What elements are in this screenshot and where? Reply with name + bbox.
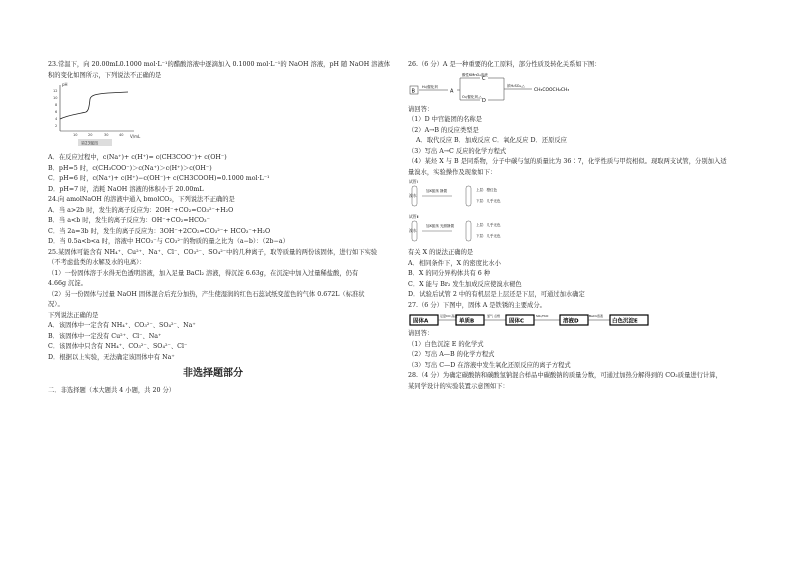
q27-sub2: （2）写出 A—B 的化学方程式: [408, 351, 495, 358]
q23-stem-line1: 23.常温下，向 20.00mL0.1000 mol·L⁻¹的醋酸溶液中逐滴加入 0.1000 mol·L⁻¹的 NaOH 溶液，pH 随 NaOH 溶液体: [48, 61, 391, 68]
section-subtitle: 二．非选择题（本大题共 4 小题，共 20 分）: [48, 386, 176, 394]
q26-option-d: D．试验后试管 2 中的有机层是上层还是下层，可通过加水确定: [408, 291, 585, 298]
q25-exp1-line2: 4.66g 沉淀。: [48, 280, 87, 287]
x-axis-label: V/mL: [130, 134, 141, 139]
node-a: A: [450, 88, 454, 94]
y-tick: 10: [53, 96, 58, 100]
flow-box-a: 固体A: [413, 318, 429, 325]
tube2-label: 试管Ⅱ: [409, 214, 419, 219]
q26-option-c: C．X 能与 Br₂ 发生加成反应使溴水褪色: [408, 280, 522, 288]
tube1-bottom: 下层：几乎无色: [476, 199, 501, 203]
node-b: B: [411, 88, 415, 94]
flow-box-e: 白色沉淀E: [612, 318, 638, 325]
product-ester: CH₃COOCH₂CH₃: [534, 87, 570, 93]
q25-question: 下列说法正确的是: [48, 311, 99, 319]
q26-sub4-line1: （4）某烃 X 与 B 是同系物，分子中碳与氢的质量比为 36∶7，化学性质与甲烷相似。现取两支试管，分别加入适: [408, 158, 727, 165]
tube1-liquid: 溴水: [409, 193, 417, 198]
q25-exp2-line1: （2）另一份固体与过量 NaOH 固体混合后充分加热，产生使湿润的红色石蕊试纸变蓝色的气体 0.672L（标准状: [48, 290, 365, 298]
y-tick: 8: [55, 103, 58, 107]
x-tick: 40: [119, 133, 124, 137]
q24-option-b: B．当 a<b 时，发生的离子反应为：OH⁻+CO₂=HCO₃⁻: [48, 217, 210, 224]
q26-sub1: （1）D 中官能团的名称是: [408, 116, 483, 123]
q23-option-b: B．pH=5 时，c(CH₃COO⁻)＞c(Na⁺)＞c(H⁺)＞c(OH⁻): [48, 164, 212, 172]
q25-option-c: C．该固体中只含有 NH₄⁺、CO₃²⁻、SO₄²⁻、Cl⁻: [48, 343, 188, 350]
tube1-label: 试管Ⅰ: [409, 179, 418, 184]
y-tick: 12: [53, 89, 58, 93]
q26-sub2: （2）A→B 的反应类型是: [408, 126, 479, 134]
right-column: [408, 60, 753, 392]
q25-exp2-line2: 况）。: [48, 301, 64, 308]
q27-flow-diagram: [408, 311, 753, 329]
q28-line1: 28.（4 分）为确定碳酸钠和碳酸氢钠混合样品中碳酸钠的质量分数，可通过加热分解得到的 CO₂质量进行计算，: [408, 372, 722, 379]
y-tick: 4: [55, 117, 58, 121]
flow-arrow1: 足量CO 高温: [440, 314, 458, 318]
left-column: [48, 60, 391, 396]
q25-stem-line2: （不考虑盐类的水解及水的电离）：: [48, 259, 146, 266]
q26-conversion-diagram: [408, 71, 753, 105]
node-c: C: [482, 75, 486, 82]
q25-option-b: B．该固体中一定没有 Cu²⁺、Cl⁻、Na⁺: [48, 332, 162, 340]
tube2-top: 上层：几乎无色: [476, 223, 501, 227]
flow-arrow3: SO₂/H₂O: [536, 314, 549, 318]
q23-titration-figure: [48, 81, 378, 147]
q24-stem: 24.向 amolNaOH 的溶液中通入 bmolCO₂，下列说法不正确的是: [48, 196, 235, 203]
y-axis-label: pH: [62, 82, 68, 87]
figure-caption: 第23题图: [81, 140, 99, 146]
q23-option-a: A．在反应过程中，c(Na⁺)+ c(H⁺)= c(CH3COO⁻)+ c(OH⁻): [48, 154, 227, 161]
x-tick: 20: [88, 133, 93, 137]
y-tick: 6: [55, 110, 58, 114]
flow-arrow4: BaCl₂溶液: [589, 314, 604, 318]
q24-option-d: D．当 0.5a<b<a 时，溶液中 HCO₃⁻与 CO₃²⁻的物质的量之比为（a−b）：（2b−a）: [48, 238, 289, 245]
y-tick: 2: [55, 124, 58, 128]
q23-stem-line2: 积的变化如图所示，下列说法不正确的是: [48, 71, 162, 79]
q26-sub3: （3）写出 A→C 反应的化学方程式: [408, 147, 507, 155]
x-tick: 30: [104, 133, 109, 137]
arrow-h2-label: H₂/催化剂: [422, 84, 438, 89]
q27-ask: 请回答：: [408, 330, 434, 337]
q26-tube-experiment: [408, 178, 753, 248]
right-arrow-label: 浓H₂SO₄,△: [507, 83, 525, 88]
titration-curve: [60, 92, 128, 119]
q24-option-a: A．当 a>2b 时，发生的离子反应为：2OH⁻+CO₂=CO₃²⁻+H₂O: [48, 206, 234, 214]
q26-ask: 请回答：: [408, 105, 434, 113]
tube2-step: 加X振荡 光照静置: [426, 224, 455, 228]
q26-sub4-line2: 量溴水，实验操作及现象如下：: [408, 168, 497, 176]
q24-option-c: C．当 2a=3b 时，发生的离子反应为：3OH⁻+2CO₂=CO₃²⁻+ HCO₃⁻+H₂O: [48, 227, 271, 235]
q26-sub2-options: A．取代反应 B．加成反应 C．氧化反应 D．还原反应: [416, 137, 567, 144]
lower-arrow-label: O₂/催化剂,△: [462, 94, 482, 99]
q27-sub1: （1）白色沉淀 E 的化学式: [408, 340, 484, 348]
x-tick: 10: [73, 133, 78, 137]
flow-box-c: 固体C: [509, 318, 525, 325]
q25-exp1-line1: （1）一份固体溶于水得无色透明溶液，加入足量 BaCl₂ 溶液，得沉淀 6.63g，在沉淀中加入过量稀盐酸，仍有: [48, 269, 359, 277]
q25-option-d: D．根据以上实验，无法确定该固体中有 Na⁺: [48, 353, 175, 361]
q23-option-c: C．pH=6 时，c(Na⁺)+ c(H⁺)−c(OH⁻)+ c(CH3COOH)=0.1000 mol·L⁻¹: [48, 175, 270, 182]
tube1-top: 上层：橙红色: [476, 188, 497, 192]
q26-about-x: 有关 X 的说法正确的是: [408, 249, 474, 256]
tube2-bottom: 下层：几乎无色: [476, 234, 501, 238]
q26-option-b: B．X 的同分异构体共有 6 种: [408, 270, 491, 277]
node-d: D: [482, 97, 486, 104]
q27-sub3: （3）写出 C—D 在溶液中发生氧化还原反应的离子方程式: [408, 361, 571, 369]
flow-box-b: 单质B: [459, 318, 475, 325]
q25-option-a: A．该固体中一定含有 NH₄⁺、CO₃²⁻、SO₄²⁻、Na⁺: [48, 322, 196, 329]
q25-stem-line1: 25.某固体可能含有 NH₄⁺、Cu²⁺、Na⁺、Cl⁻、CO₃²⁻、SO₄²⁻中的几种离子，取等质量的两份该固体，进行如下实验: [48, 248, 378, 256]
flow-box-d: 溶液D: [563, 318, 579, 325]
tube2-liquid: 溴水: [409, 228, 417, 233]
q28-line2: 某同学设计的实验装置示意图如下：: [408, 382, 509, 390]
q26-option-a: A．相同条件下，X 的密度比水小: [408, 259, 501, 267]
flow-arrow2: 氯气 点燃: [487, 314, 500, 318]
q27-stem: 27.（6 分）下图中，固体 A 是铁锈的主要成分。: [408, 301, 546, 309]
q26-stem: 26.（6 分）A 是一种重要的化工原料，部分性质及转化关系如下图：: [408, 61, 601, 68]
q23-option-d: D．pH=7 时，消耗 NaOH 溶液的体积小于 20.00mL: [48, 185, 204, 193]
upper-arrow-label: 酸性KMnO₄溶液: [462, 72, 488, 77]
tube1-step: 加X振荡 静置: [426, 189, 448, 193]
section-title: 非选择题部分: [183, 368, 243, 379]
